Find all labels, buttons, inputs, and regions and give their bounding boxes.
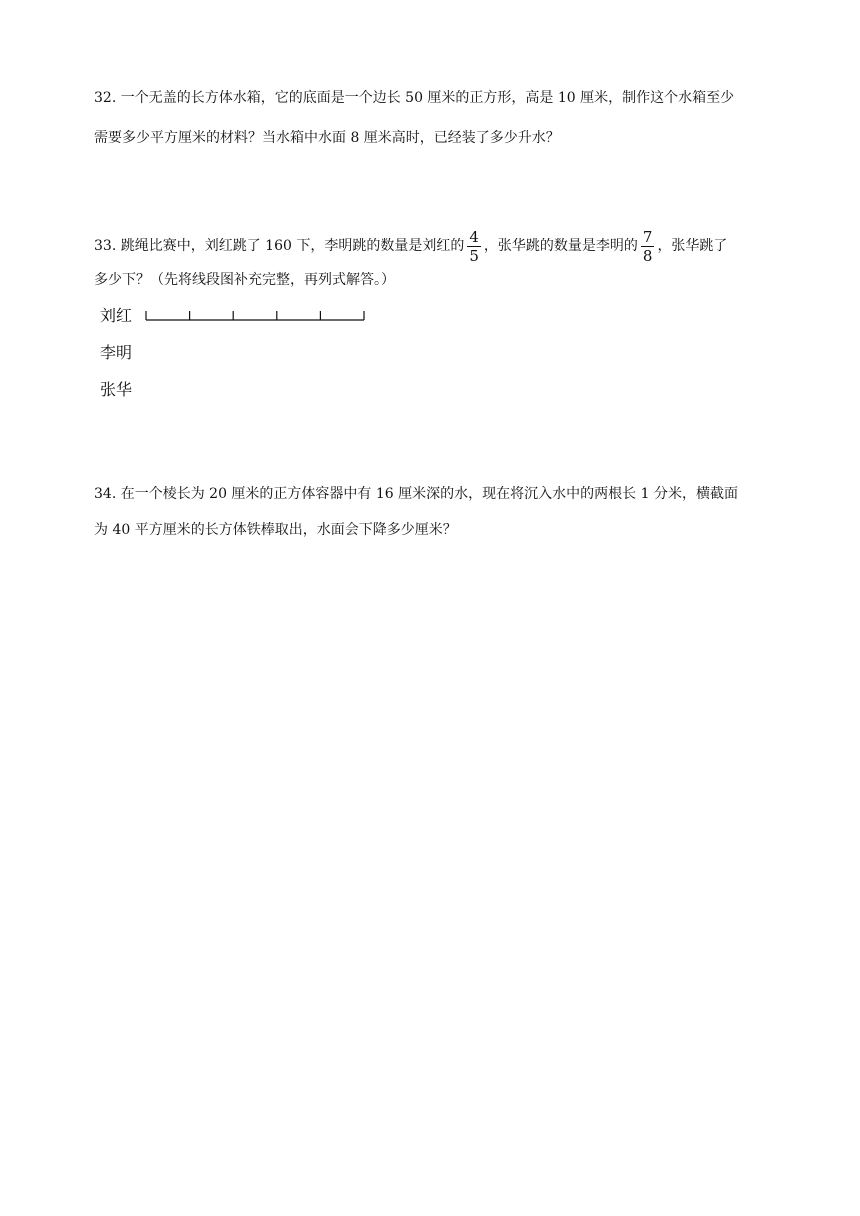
q33-text-part-c: ，张华跳了 bbox=[657, 238, 728, 254]
diagram-label-liuhong: 刘红 bbox=[100, 306, 133, 325]
fraction-seven-eighths bbox=[641, 228, 655, 265]
q32-text-line2: 需要多少平方厘米的材料？当水箱中水面 8 厘米高时，已经装了多少升水？ bbox=[94, 130, 560, 146]
q34-text-line1: 34. 在一个棱长为 20 厘米的正方体容器中有 16 厘米深的水，现在将沉入水中的两根长 1 分米，横截面 bbox=[94, 486, 738, 502]
q33-text-line2: 多少下？（先将线段图补充完整，再列式解答。） bbox=[94, 272, 395, 288]
fraction-four-fifths bbox=[467, 228, 481, 265]
fraction-denominator: 8 bbox=[642, 246, 653, 265]
q33-text-part-b: ，张华跳的数量是李明的 bbox=[483, 238, 638, 254]
q34-text-line2: 为 40 平方厘米的长方体铁棒取出，水面会下降多少厘米？ bbox=[94, 522, 457, 538]
fraction-numerator: 4 bbox=[469, 227, 479, 246]
q32-text-line1: 32. 一个无盖的长方体水箱，它的底面是一个边长 50 厘米的正方形，高是 10 厘米，制作这个水箱至少 bbox=[94, 90, 735, 106]
diagram-label-liming: 李明 bbox=[100, 343, 133, 362]
q33-text-line1 bbox=[94, 226, 727, 266]
line-segment-diagram bbox=[144, 306, 368, 324]
fraction-numerator: 7 bbox=[642, 227, 653, 246]
q33-text-part-a: 33. 跳绳比赛中，刘红跳了 160 下，李明跳的数量是刘红的 bbox=[94, 238, 465, 254]
fraction-denominator: 5 bbox=[469, 246, 479, 265]
diagram-label-zhanghua: 张华 bbox=[100, 380, 133, 399]
